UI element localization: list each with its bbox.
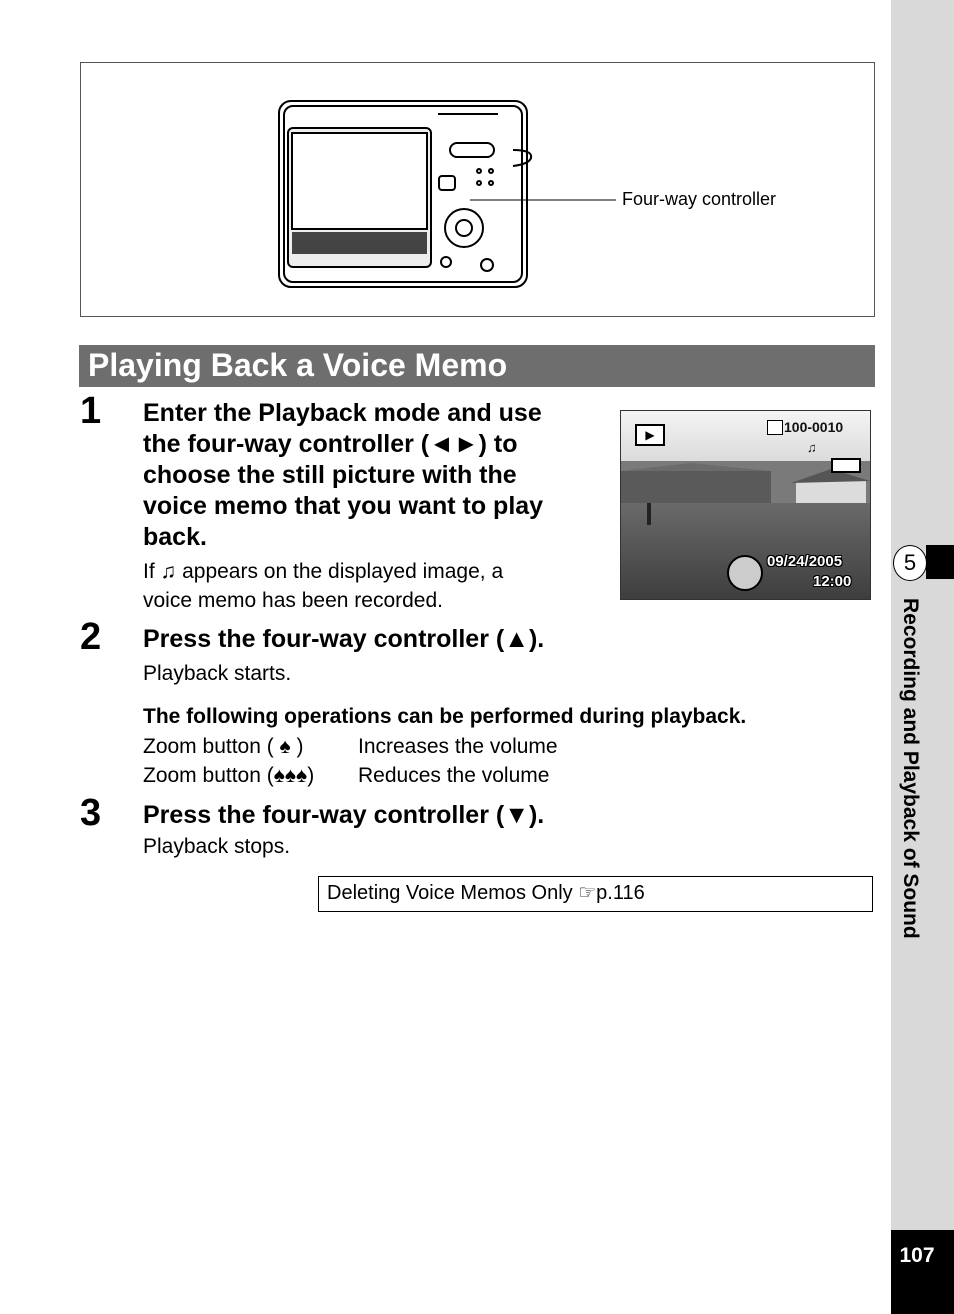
folder-icon bbox=[767, 420, 783, 435]
four-way-controller-icon bbox=[727, 555, 763, 591]
voice-memo-icon: ♫ bbox=[807, 440, 817, 455]
step-1-heading-line: choose the still picture with the bbox=[143, 461, 517, 489]
operation-row bbox=[143, 735, 558, 759]
step-3-number: 3 bbox=[80, 792, 102, 834]
step-3-heading: Press the four-way controller (▼). bbox=[143, 801, 545, 829]
operation-row bbox=[143, 764, 550, 788]
step-1-heading-line: Enter the Playback mode and use bbox=[143, 399, 542, 427]
battery-icon bbox=[831, 458, 861, 473]
step-1-heading-line: voice memo that you want to play bbox=[143, 492, 544, 520]
playback-mode-icon: ▶ bbox=[635, 424, 665, 446]
step-1-body-line: If ♫ appears on the displayed image, a bbox=[143, 560, 504, 583]
lcd-playback-screen bbox=[620, 410, 871, 600]
operations-heading: The following operations can be performed during playback. bbox=[143, 705, 747, 728]
step-1-heading bbox=[143, 398, 543, 553]
step-2-heading: Press the four-way controller (▲). bbox=[143, 625, 545, 653]
page-number: 107 bbox=[899, 1244, 935, 1267]
step-1-body bbox=[143, 557, 503, 615]
chapter-number: 5 bbox=[893, 545, 927, 581]
step-2-body: Playback starts. bbox=[143, 662, 292, 685]
step-1-number: 1 bbox=[80, 390, 102, 432]
lcd-time: 12:00 bbox=[813, 573, 852, 590]
operation-label: Zoom button ( ♠ ) bbox=[143, 735, 304, 758]
operation-description: Increases the volume bbox=[358, 735, 558, 758]
page-number-box bbox=[891, 1230, 954, 1314]
four-way-controller-callout: Four-way controller bbox=[622, 189, 777, 209]
step-1-body-line: voice memo has been recorded. bbox=[143, 589, 443, 612]
operation-description: Reduces the volume bbox=[358, 764, 550, 787]
step-3-body: Playback stops. bbox=[143, 835, 291, 858]
operation-label: Zoom button (♠♠♠) bbox=[143, 764, 315, 787]
chapter-title: Recording and Playback of Sound bbox=[899, 598, 922, 939]
step-1-heading-line: back. bbox=[143, 523, 207, 551]
chapter-tab bbox=[926, 545, 954, 579]
section-title: Playing Back a Voice Memo bbox=[79, 345, 875, 387]
camera-back-illustration bbox=[0, 0, 954, 330]
reference-link[interactable]: Deleting Voice Memos Only ☞p.116 bbox=[318, 876, 873, 912]
step-2-number: 2 bbox=[80, 616, 102, 658]
file-number: 100-0010 bbox=[784, 419, 844, 435]
step-1-heading-line: the four-way controller (◄►) to bbox=[143, 430, 518, 458]
lcd-date: 09/24/2005 bbox=[767, 553, 843, 570]
